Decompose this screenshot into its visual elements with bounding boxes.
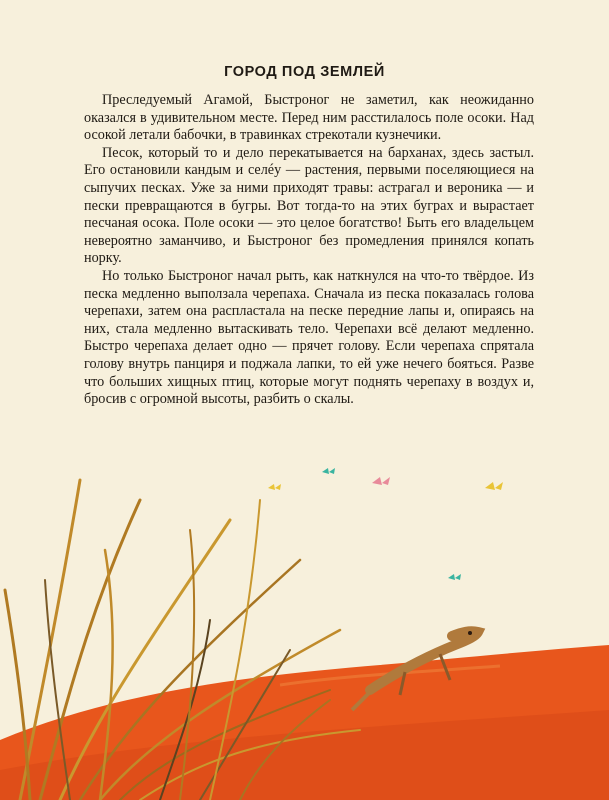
butterfly-icon xyxy=(268,468,503,580)
sand-dune-icon xyxy=(0,645,609,800)
page-title: ГОРОД ПОД ЗЕМЛЕЙ xyxy=(224,64,385,80)
paragraph-3: Но только Быстроног начал рыть, как наткнулся на что-то твёрдое. Из песка медленно выползала черепаха. Сначала из песка показалась голова черепахи, затем она распластала на песке передние лапы и, опираясь на них, стала медленно вытаскивать тело. Черепахи всё делают медленно. Быстро черепаха делает одно — прячет голову. Если черепаха спрятала голову внутрь панциря и поджала лапки, то ей уже нечего бояться. Разве что больших хищных птиц, которые могут поднять черепаху в воздух и, бросив с огромной высоты, разбить о скалы. xyxy=(84,267,534,408)
story-text xyxy=(84,92,534,409)
desert-illustration xyxy=(0,440,609,800)
paragraph-2: Песок, который то и дело перекатывается на барханах, здесь застыл. Его остановили кандым и селéу — растения, первыми поселяющиеся на сыпучих песках. Уже за ними приходят травы: астрагал и вероника — и пески превращаются в бугры. Вот тогда-то на этих буграх и вырастает песчаная осока. Поле осоки — это целое богатство! Быть его владельцем невероятно заманчиво, и Быстроног без промедления принялся копать норку. xyxy=(84,144,534,267)
paragraph-1: Преследуемый Агамой, Быстроног не заметил, как неожиданно оказался в удивительном месте. Перед ним расстилалось поле осоки. Над осокой летали бабочки, в травинках стрекотали кузнечики. xyxy=(84,92,534,144)
